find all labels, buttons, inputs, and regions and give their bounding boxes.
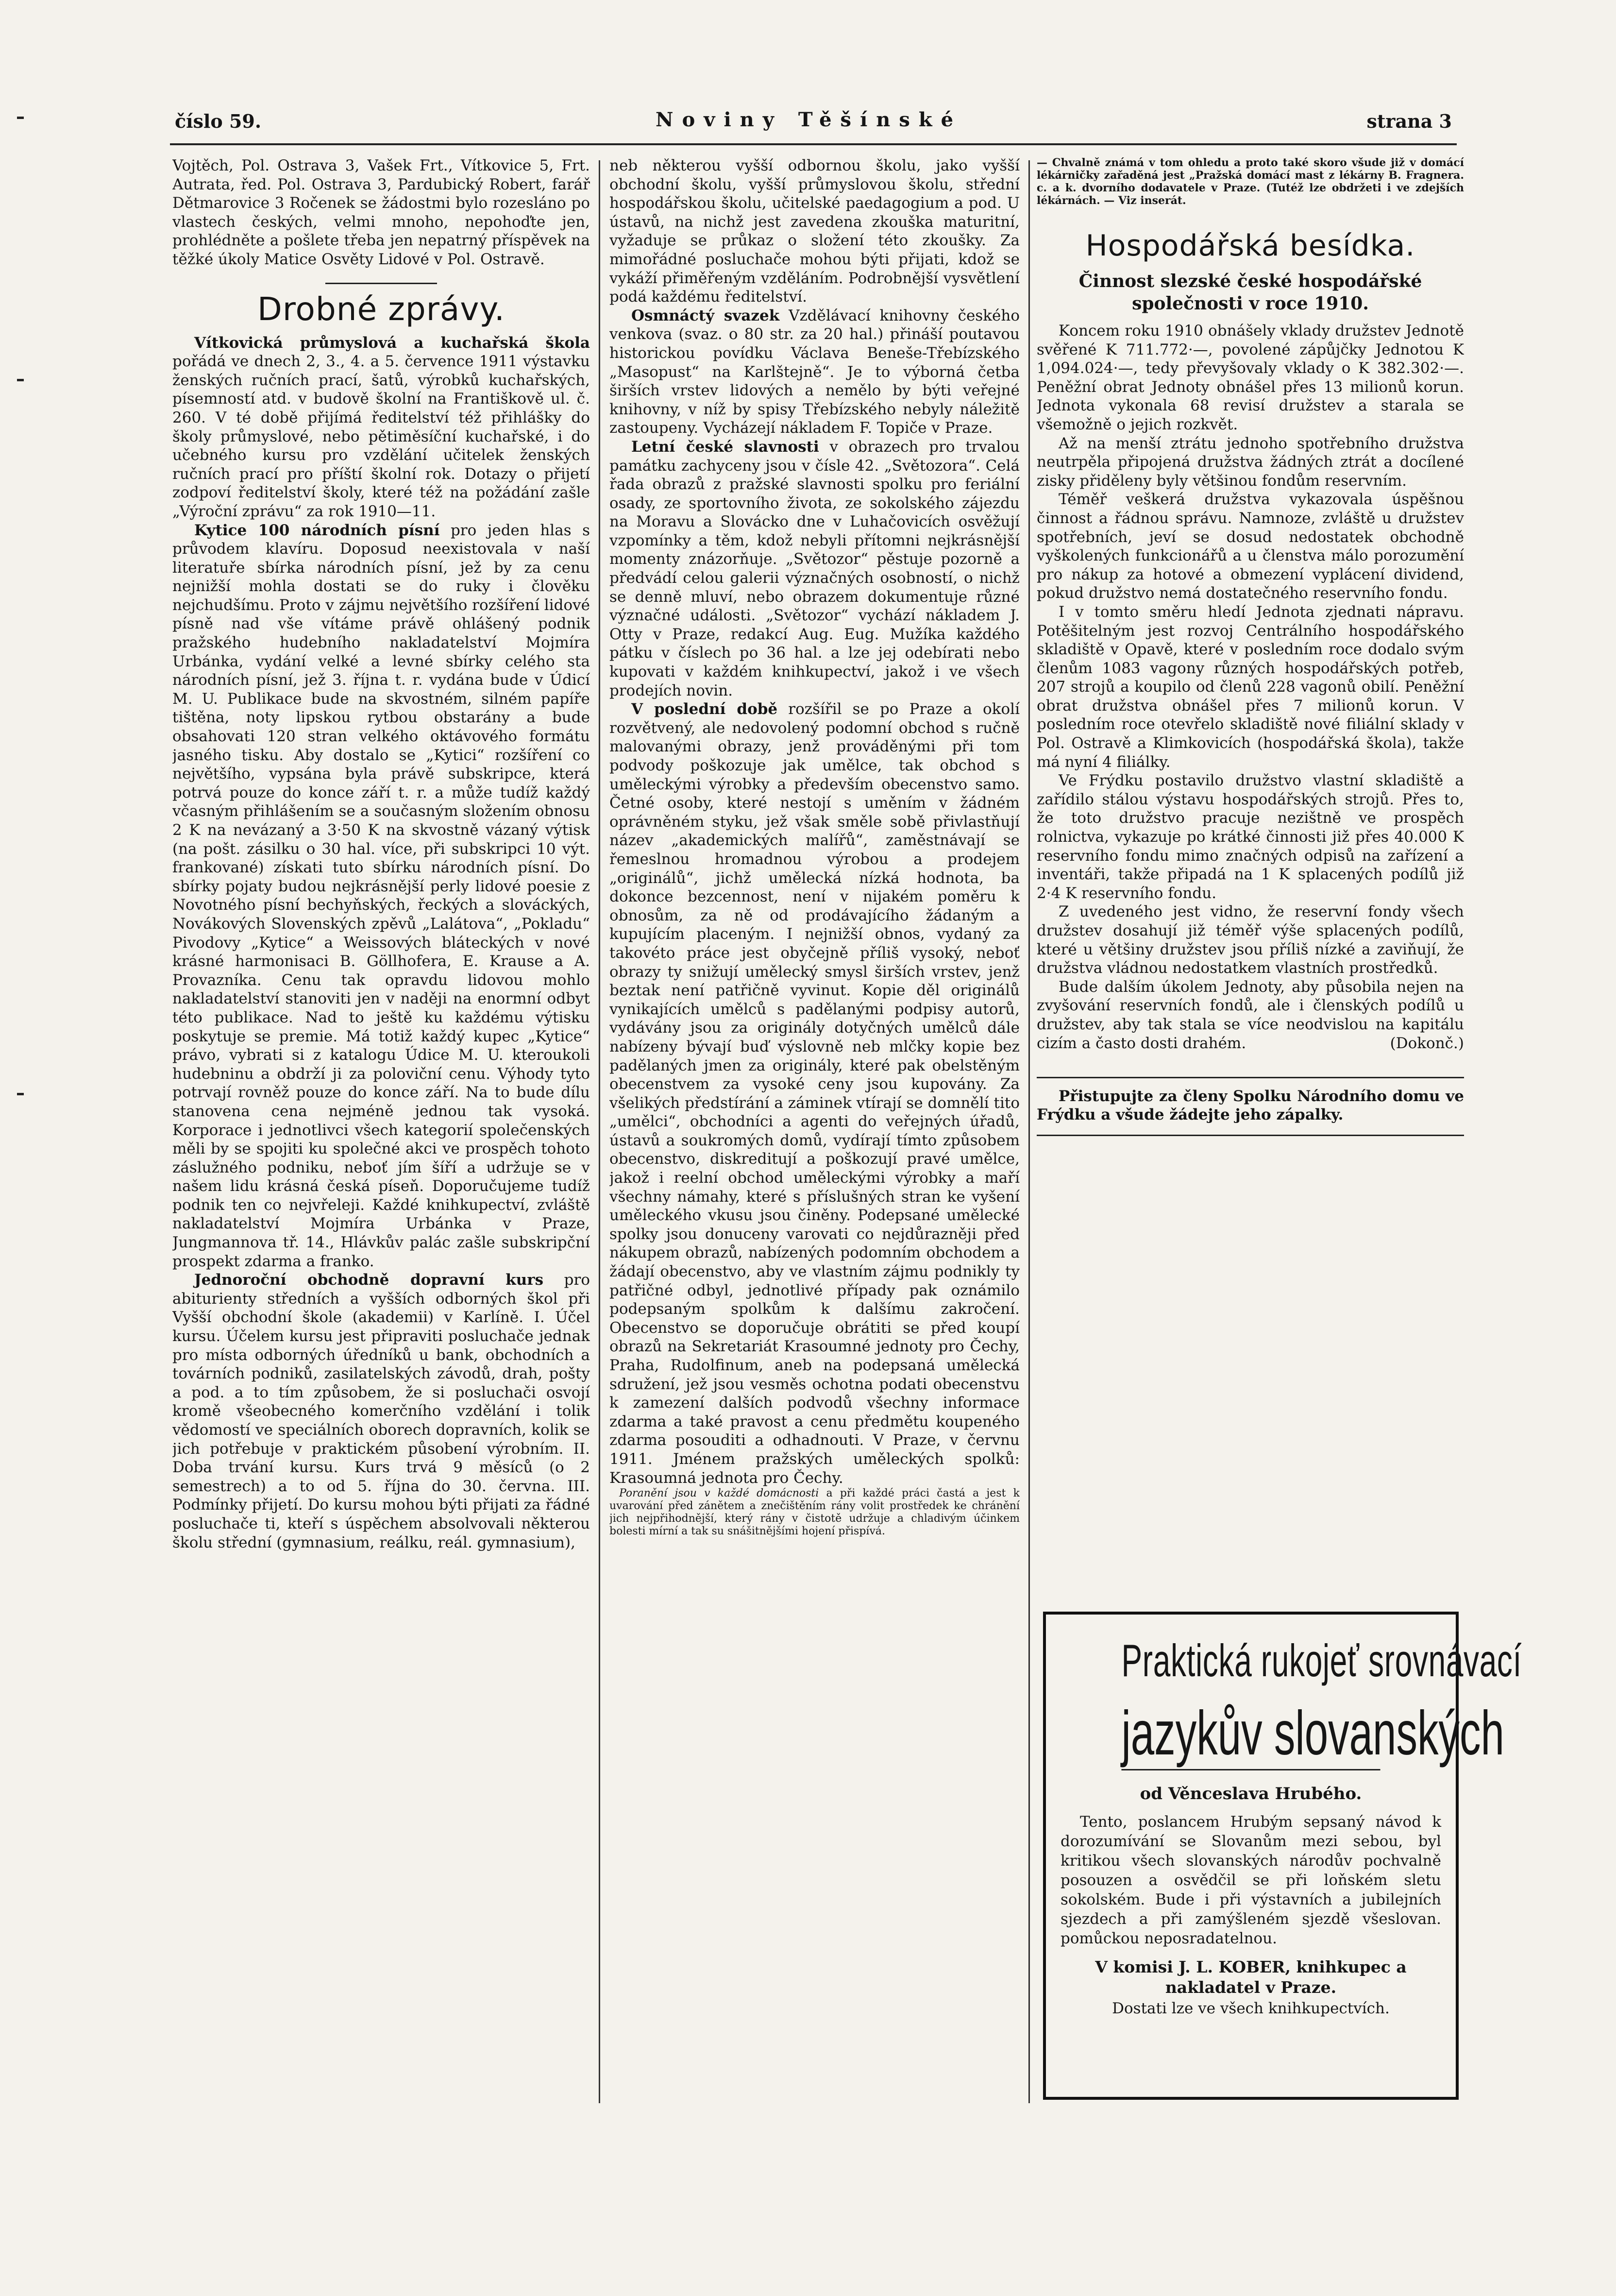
news-item: [609, 438, 1020, 700]
notice-box: [1037, 1077, 1464, 1136]
news-item-heading: Jednoroční obchodně dopravní kurs: [194, 1271, 544, 1289]
advertisement-box: [1043, 1612, 1522, 2100]
column-divider: [1028, 160, 1030, 2103]
news-item-heading: Letní české slavnosti: [631, 438, 819, 456]
news-item-heading: Kytice 100 národních písní: [194, 521, 440, 539]
ad-title: jazykův slovanských: [1121, 1702, 1380, 1770]
article-paragraph: Z uvedeného jest vidno, že reservní fondy všech družstev dosahují již téměř výše splacených podílů, které u většiny družstev jsou příliš nízké a zaviňují, že družstva vládnou nedostatkem vlastních prostředků.: [1037, 903, 1464, 977]
short-rule: [325, 283, 437, 284]
column-2: [609, 156, 1020, 2153]
section-title: Hospodářská besídka.: [1085, 229, 1415, 263]
scan-mark: [17, 379, 24, 381]
ad-publisher: V komisi J. L. KOBER, knihkupec a nakladatel v Praze.: [1095, 1957, 1407, 1997]
news-item: [172, 521, 590, 1271]
article-paragraph: Vojtěch, Pol. Ostrava 3, Vašek Frt., Vítkovice 5, Frt. Autrata, řed. Pol. Ostrava 3, Pardubický Robert, farář Dětmarovice 3 Ročenek se žádostmi bylo rozesláno po vlastech českých, velmi mnoho, nepohoďte jen, prohlédněte a pošlete třeba jen nepatrný příspěvek na těžké úkoly Matice Osvěty Lidové v Pol. Ostravě.: [172, 157, 590, 268]
small-print-paragraph: [609, 1487, 1020, 1538]
article-paragraph: Téměř veškerá družstva vykazovala úspěšnou činnost a řádnou správu. Namnoze, zvláště u družstev spotřebních, jeví se dosud nedostatek obchodně vyškolených funkcionářů a u členstva málo porozumění pro nákup za hotové a obmezení vyplácení dividend, pokud družstvo nemá dostatečného reservního fondu.: [1037, 491, 1464, 602]
page-header: [170, 100, 1452, 134]
news-item: [609, 700, 1020, 1487]
continued-note: (Dokonč.): [1390, 1034, 1464, 1052]
small-print-text: a při každé práci častá a jest k uvarování před zánětem a znečištěním rány volit prostředek ke chránění jich nejpřihodnější, který rány v čistotě udržuje a chladivým účinkem bolesti mírní a tak su snášitnějšími hojení přispívá.: [609, 1487, 1020, 1538]
news-item: [609, 306, 1020, 438]
scan-mark: [17, 1093, 24, 1095]
column-1: [172, 156, 590, 2143]
page-number: strana 3: [1366, 110, 1452, 132]
scan-mark: [17, 117, 24, 119]
ad-body: [1060, 1812, 1441, 1948]
article-paragraph: I v tomto směru hledí Jednota zjednati nápravu. Potěšitelným jest rozvoj Centrálního hospodářského skladiště v Opavě, které v posledním roce dodalo svým členům 1083 vagony různých hospodářských potřeb, 207 strojů a koupilo od členů 228 vagonů obilí. Peněžní obrat družstva obnášel přes 7 milionů korun. V posledním roce otevřelo skladiště nové filiální sklady v Pol. Ostravě a Klimkovicích (hospodářská škola), takže má nyní 4 filiálky.: [1037, 603, 1464, 771]
article-paragraph: [1037, 978, 1464, 1053]
small-print-item: [609, 1487, 1020, 1538]
newspaper-title: Noviny Těšínské: [656, 108, 962, 131]
news-item-text: rozšířil se po Praze a okolí rozvětvený, ale nedovolený podomní obchod s ručně malovanými obrazy, jenž prováděnými při tom podvody poškozuje jak umělce, tak obchod s uměleckými výrobky a především obecenstvo samo. Četné osoby, které nestojí s uměním v žádném oprávněném styku, jež však směle sobě přivlastňují název „akademických malířů“, zaměstnávají se řemeslnou hromadnou výrobou a prodejem „originálů“, jichž umělecká nízká hodnota, ba dokonce bezcennost, není v nijakém poměru k obnosům, za ně od prodávajícího žádaným a kupujícím placeným. I nejnižší obnos, vydaný za takovéto práce jest obyčejně příliš vysoký, neboť obrazy ty snižují umělecký smysl širších vrstev, jenž beztak není patřičně vyvinut. Kopie děl originálů vynikajících umělců s padělanými podpisy autorů, vydávány jsou za originály dotyčných umělců dále nabízeny bývají buď výslovně neb mlčky kopie bez padělaných jmen za originály, které pak obelstěným obecenstvem za vysoké ceny jsou kupovány. Za všelikých předstírání a záminek vtírají se domnělí tito „umělci“, obchodníci a agenti do veřejných úřadů, ústavů a soukromých domů, vydírají tímto způsobem obecenstvo, diskreditují a poškozují pravé umělce, jakož i reelní obchod uměleckými výrobky a maří všechny námahy, které s příslušných stran ke vyšení uměleckého vkusu jsou činěny. Podepsané umělecké spolky jsou donuceny varovati co nejdůrazněji před nákupem obrazů, nabízených podomním obchodem a žádají obecenstvo, aby ve vlastním zájmu podnikly ty patřičné odbyl, jednotlivé případy pak oznámilo podepsaným spolkům k dalšímu zakročení. Obecenstvo se doporučuje obrátiti se před koupí obrazů na Sekretariát Krasoumné jednoty pro Čechy, Praha, Rudolfinum, aneb na podepsaná umělecká sdružení, jež jsou vesměs ochotna podati obecenstvu k zamezení dalších podvodů všechny informace zdarma a také pravost a cenu předmětu koupeného zdarma posouditi a odhadnouti. V Praze, v červnu 1911. Jménem pražských uměleckých spolků: Krasoumná jednota pro Čechy.: [609, 700, 1020, 1487]
article-paragraph: Koncem roku 1910 obnášely vklady družstev Jednotě svěřené K 711.772·—, povolené zápůjčky Jednotou K 1,094.024·—, tedy převyšovaly vklady o K 382.302·—. Peněžní obrat Jednoty obnášel přes 13 milionů korun. Jednota vykonala 68 revisí družstev a starala se všemožně o jejich rozkvět.: [1037, 322, 1464, 433]
news-item-text: pro abiturienty středních a vyšších odborných škol při Vyšší obchodní škole (akademii) v Karlíně. I. Účel kursu. Účelem kursu jest připraviti posluchače jednak pro místa odborných úředníků u bank, obchodních a továrních podniků, zasilatelských závodů, drah, pošty a pod. a to tím způsobem, že si posluchači osvojí kromě všeobecného komerčního vzdělání i tolik vědomostí ve speciálních oborech dopravních, kolik se jich potřebuje v praktickém působení výrobním. II. Doba trvání kursu. Kurs trvá 9 měsíců (o 2 semestrech) a to od 5. října do 30. června. III. Podmínky přijetí. Do kursu mohou býti přijati za řádné posluchače ti, kteří s úspěchem absolvovali některou školu střední (gymnasium, reálku, reál. gymnasium),: [172, 1271, 590, 1551]
news-item: [172, 1271, 590, 1552]
news-item-heading: Vítkovická průmyslová a kuchařská škola: [194, 334, 590, 352]
section-title: Drobné zprávy.: [257, 290, 505, 328]
ad-author: od Věnceslava Hrubého.: [1140, 1784, 1362, 1803]
article-paragraph: neb některou vyšší odbornou školu, jako vyšší obchodní školu, vyšší průmyslovou školu, střední hospodářskou školu, učitelské paedagogium a pod. U ústavů, na nichž jest zavedena zkouška maturitní, vyžaduje se průkaz o složení této zkoušky. Za mimořádné posluchače mohou býti přijati, kdož se vykáží přiměřeným vzděláním. Podrobnější vysvětlení podá každému ředitelství.: [609, 157, 1020, 306]
article-paragraph: Až na menší ztrátu jednoho spotřebního družstva neutrpěla připojená družstva žádných ztrát a docílené zisky přiděleny byly většinou fondům reservním.: [1037, 434, 1464, 490]
news-item-text: pro jeden hlas s průvodem klavíru. Doposud neexistovala v naší literatuře sbírka národních písní, jež by za cenu nejnižší mohla dostati se do ruky i člověku nejchudšímu. Proto v zájmu největšího rozšíření lidové písně nad vše vítáme právě ohlášený podnik pražského hudebního nakladatelství Mojmíra Urbánka, vydání velké a levné sbírky celého sta národních písní, jež 3. října t. r. vydána bude v Údicí M. U. Publikace bude na skvostném, silném papíře tištěna, noty lipskou rytbou obstarány a bude obsahovati 120 stran velkého oktávového formátu jasného tisku. Aby dostalo se „Kytici“ rozšíření co největšího, vypsána byla právě subskripce, která potrvá pouze do konce září t. r. a může tudíž každý včasným přihlášením se a současným složením obnosu 2 K na nevázaný a 3·50 K na skvostně vázaný výtisk (na pošt. zásilku o 30 hal. více, při subskripci 10 výt. frankované) získati tuto sbírku národních písní. Do sbírky pojaty budou nejkrásnější perly lidové poesie z Novotného písní bechyňských, řeckých a slováckých, Novákových Slovenských zpěvů „Lalátova“, „Pokladu“ Pivodovy „Kytice“ a Weissových bláteckých v nové krásné harmonisaci B. Göllhofera, E. Krause a A. Provazníka. Cenu tak opravdu lidovou mohlo nakladatelství stanoviti jen v naději na enormní odbyt této publikace. Nad to ještě ku každému výtisku poskytuje se premie. Má totiž každý kupec „Kytice“ právo, vybrati si z katalogu Údice M. U. kteroukoli hudebninu a obdrží ji za poloviční cenu. Výhody tyto potrvají rovněž pouze do konce září. Na to bude dílu stanovena cena nejméně jednou tak vysoká. Korporace i jednotlivci všech kategorií společenských měli by se spojiti ku společné akci ve prospěch tohoto záslužného podniku, neboť jím šíří a udržuje se v našem lidu krásná česká píseň. Doporučujeme tudíž podnik ten co nejvřeleji. Každé knihkupectví, zvláště nakladatelství Mojmíra Urbánka v Praze, Jungmannova tř. 14., Hlávkův palác zašle subskripční prospekt zdarma a franko.: [172, 521, 590, 1270]
small-print-continuation: [1037, 156, 1464, 207]
ad-body-text: Tento, poslancem Hrubým sepsaný návod k dorozumívání se Slovanům mezi sebou, byl kritikou všech slovanských národův pochvalně posouzen a osvědčil se při loňském sletu sokolském. Bude i při výstavních a jubilejních sjezdech a při zamýšleném sjezdě všeslovan. pomůckou neposradatelnou.: [1060, 1813, 1441, 1947]
small-print-heading: Poranění jsou v každé domácnosti: [619, 1487, 819, 1500]
issue-number: číslo 59.: [175, 110, 262, 132]
article-subtitle: Činnost slezské české hospodářské společnosti v roce 1910.: [1078, 271, 1422, 314]
news-item-heading: V poslední době: [631, 700, 778, 718]
news-item: [172, 334, 590, 521]
news-item-heading: Osmnáctý svazek: [631, 306, 780, 324]
small-print-text: — Chvalně známá v tom ohledu a proto také skoro všude již v domácí lékárničky zařaděná jest „Pražská domácí mast z lékárny B. Fragnera. c. a k. dvorního dodavatele v Praze. (Tutéž lze obdržeti i ve zdejších lékárnách. — Viz inserát.: [1037, 156, 1464, 207]
ad-headline: Praktická rukojeť srovnávací: [1121, 1635, 1522, 1686]
article-text: Bude dalším úkolem Jednoty, aby působila nejen na zvyšování reservních fondů, ale i členských podílů u družstev, aby tak stala se více neodvislou na kapitálu cizím a často dosti drahém.: [1037, 978, 1464, 1052]
news-item-text: pořádá ve dnech 2, 3., 4. a 5. července 1911 výstavku ženských ručních prací, šatů, výrobků kuchařských, písemností atd. v budově školní na Františkově ul. č. 260. V té době přijímá ředitelství též přihlášky do školy průmyslové, nebo pětiměsíční kuchařské, i do učebného kursu pro vzdělání učitelek ženských ručních prací pro příští školní rok. Dotazy o přijetí zodpoví ředitelství školy, které též na požádání zašle „Výroční zprávu“ za rok 1910—11.: [172, 353, 590, 520]
news-item-text: v obrazech pro trvalou památku zachyceny jsou v čísle 42. „Světozora“. Celá řada obrazů z pražské slavnosti spolku pro feriální osady, ze sportovního života, ze sokolského zájezdu na Moravu a Slovácko dne v Luhačovicích osvěžují vzpomínky a těm, kdož nebyli přítomni nejkrásnější momenty znázorňuje. „Světozor“ pěstuje pozorně a předvádí celou galerii význačných osobností, o nichž se denně mluví, nebo obrazem dokumentuje různé význačné události. „Světozor“ vychází nákladem J. Otty v Praze, redakcí Aug. Eug. Mužíka každého pátku v číslech po 36 hal. a lze jej odebírati nebo kupovati v každém knihkupectví, jakož i ve všech prodejích novin.: [609, 438, 1020, 699]
header-rule: [170, 143, 1457, 145]
article-paragraph: Ve Frýdku postavilo družstvo vlastní skladiště a zařídilo stálou výstavu hospodářských strojů. Přes to, že toto družstvo pracuje nezištně ve prospěch rolnictva, vykazuje po krátké činnosti již přes 40.000 K reservního fondu mimo značných odpisů na zařízení a inventáři, takže připadá na 1 K splacených podílů již 2·4 K reservního fondu.: [1037, 772, 1464, 902]
news-item-text: Vzdělávací knihovny českého venkova (svaz. o 80 str. za 20 hal.) přináší poutavou historickou povídku Václava Beneše-Třebízského „Masopust“ na Karlštejně“. Je to výborná četba širších vrstev lidových a nemělo by býti veřejné knihovny, v níž by spisy Třebízského nebyly náležitě zastoupeny. Vycházejí nákladem F. Topiče v Praze.: [609, 306, 1020, 437]
ad-availability: Dostati lze ve všech knihkupectvích.: [1112, 2000, 1390, 2017]
column-divider: [599, 160, 600, 2103]
notice-text: Přistupujte za členy Spolku Národního domu ve Frýdku a všude žádejte jeho zápalky.: [1037, 1088, 1464, 1124]
